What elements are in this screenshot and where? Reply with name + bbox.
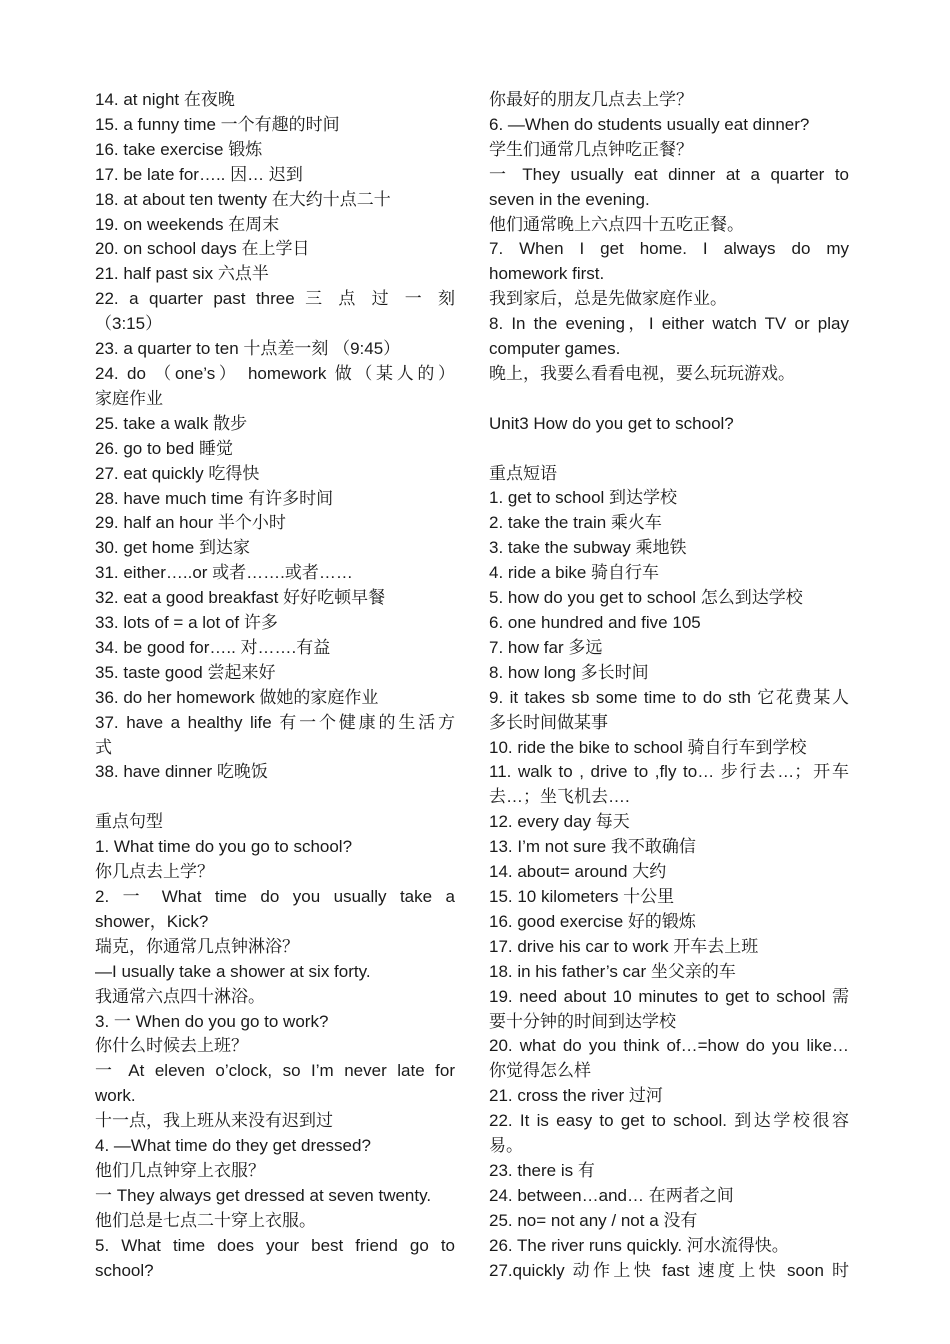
text-line: 2. take the train 乘火车 xyxy=(489,513,662,533)
text-line: 8. how long 多长时间 xyxy=(489,662,649,682)
text-line: 6. one hundred and five 105 xyxy=(489,613,701,632)
text-line: 28. have much time 有许多时间 xyxy=(95,488,334,508)
blank-line xyxy=(489,437,849,462)
text-line: 9. it takes sb some time to do sth 它花费某人 xyxy=(489,687,849,707)
text-line: 20. on school days 在上学日 xyxy=(95,239,310,259)
text-line: 3. 一 When do you go to work? xyxy=(95,1011,329,1031)
text-line: 11. walk to , drive to ,fly to… 步行去…；开车 xyxy=(489,762,849,782)
text-line: shower，Kick? xyxy=(95,911,209,931)
text-line: 31. either…..or 或者…….或者…… xyxy=(95,563,353,583)
text-line: 学生们通常几点钟吃正餐？ xyxy=(489,139,693,159)
text-line: 你最好的朋友几点去上学？ xyxy=(489,90,693,109)
text-line: 25. take a walk 散步 xyxy=(95,413,248,433)
text-line: 29. half an hour 半个小时 xyxy=(95,513,286,533)
text-line: 15. a funny time 一个有趣的时间 xyxy=(95,114,340,134)
text-line: 20. what do you think of…=how do you like… xyxy=(489,1036,849,1056)
text-line: 他们通常晚上六点四十五吃正餐。 xyxy=(489,214,744,234)
text-line: 26. The river runs quickly. 河水流得快。 xyxy=(489,1235,789,1255)
text-line: homework first. xyxy=(489,264,605,284)
text-line: （3:15） xyxy=(95,314,163,334)
text-line: 23. there is 有 xyxy=(489,1160,595,1180)
text-line: 30. get home 到达家 xyxy=(95,538,250,558)
text-line: 37. have a healthy life 有一个健康的生活方 xyxy=(95,712,455,732)
text-line: 24. between…and… 在两者之间 xyxy=(489,1185,734,1205)
text-line: 我到家后，总是先做家庭作业。 xyxy=(489,289,727,309)
text-line: computer games. xyxy=(489,339,621,359)
text-line: 15. 10 kilometers 十公里 xyxy=(489,886,675,906)
text-line: 4. —What time do they get dressed? xyxy=(95,1136,371,1156)
text-line: 我通常六点四十淋浴。 xyxy=(95,986,265,1006)
text-line: 19. on weekends 在周末 xyxy=(95,214,280,234)
text-line: 17. drive his car to work 开车去上班 xyxy=(489,936,759,956)
blank-line xyxy=(489,387,849,412)
text-line: 32. eat a good breakfast 好好吃顿早餐 xyxy=(95,588,386,608)
text-line: 你觉得怎么样 xyxy=(489,1061,591,1081)
text-line: 式 xyxy=(95,737,112,757)
text-line: —I usually take a shower at six forty. xyxy=(95,961,371,981)
text-line: 他们几点钟穿上衣服？ xyxy=(95,1160,265,1180)
text-line: 1. What time do you go to school? xyxy=(95,837,353,857)
text-line: 14. about= around 大约 xyxy=(489,862,667,882)
text-line: Unit3 How do you get to school? xyxy=(489,413,734,433)
text-line: 7. how far 多远 xyxy=(489,637,603,657)
text-line: 你什么时候去上班？ xyxy=(95,1036,248,1056)
text-line: 5. What time does your best friend go to xyxy=(95,1235,455,1255)
text-line: 19. need about 10 minutes to get to school 需 xyxy=(489,986,849,1006)
text-line: 7. When I get home. I always do my xyxy=(489,239,849,259)
text-line: work. xyxy=(95,1086,136,1106)
text-line: 瑞克，你通常几点钟淋浴？ xyxy=(95,936,299,956)
text-line: 重点句型 xyxy=(95,812,163,832)
left-column xyxy=(95,88,455,1283)
text-line: 23. a quarter to ten 十点差一刻 （9:45） xyxy=(95,339,401,359)
text-line: 34. be good for….. 对…….有益 xyxy=(95,637,331,657)
text-line: 一 They always get dressed at seven twenty. xyxy=(95,1185,432,1205)
text-line: 16. take exercise 锻炼 xyxy=(95,139,263,159)
text-line: 去…；坐飞机去…. xyxy=(489,787,630,807)
text-line: 35. taste good 尝起来好 xyxy=(95,662,276,682)
right-column xyxy=(489,88,849,1283)
text-line: 一 At eleven o’clock, so I’m never late for xyxy=(95,1061,455,1081)
text-line: 十一点，我上班从来没有迟到过 xyxy=(95,1111,333,1131)
text-line: 6. —When do students usually eat dinner? xyxy=(489,114,810,134)
text-line: seven in the evening. xyxy=(489,189,650,209)
text-line: 多长时间做某事 xyxy=(489,712,608,732)
blank-line xyxy=(95,785,455,810)
text-line: 26. go to bed 睡觉 xyxy=(95,438,233,458)
text-line: 晚上，我要么看看电视，要么玩玩游戏。 xyxy=(489,363,795,383)
text-line: 8. In the evening，I either watch TV or play xyxy=(489,314,849,334)
text-line: 24. do （one’s） homework 做（某人的） xyxy=(95,363,455,383)
text-line: 27. eat quickly 吃得快 xyxy=(95,463,260,483)
text-line: 27.quickly 动作上快 fast 速度上快 soon 时 xyxy=(489,1260,849,1280)
text-line: 10. ride the bike to school 骑自行车到学校 xyxy=(489,737,807,757)
text-line: 重点短语 xyxy=(489,463,557,483)
text-line: 1. get to school 到达学校 xyxy=(489,488,678,508)
text-line: 21. cross the river 过河 xyxy=(489,1086,663,1106)
text-line: 38. have dinner 吃晚饭 xyxy=(95,762,268,782)
text-line: 他们总是七点二十穿上衣服。 xyxy=(95,1210,316,1230)
text-line: 36. do her homework 做她的家庭作业 xyxy=(95,687,379,707)
text-line: 14. at night 在夜晚 xyxy=(95,90,235,109)
text-line: 33. lots of = a lot of 许多 xyxy=(95,613,278,633)
text-line: 2. 一 What time do you usually take a xyxy=(95,886,455,906)
text-line: 21. half past six 六点半 xyxy=(95,264,269,284)
text-line: 5. how do you get to school 怎么到达学校 xyxy=(489,588,803,608)
text-line: 易。 xyxy=(489,1136,523,1156)
text-line: 你几点去上学？ xyxy=(95,862,214,882)
text-line: 17. be late for….. 因… 迟到 xyxy=(95,164,303,184)
text-line: 4. ride a bike 骑自行车 xyxy=(489,563,660,583)
text-line: 要十分钟的时间到达学校 xyxy=(489,1011,676,1031)
text-line: 16. good exercise 好的锻炼 xyxy=(489,911,696,931)
text-line: 25. no= not any / not a 没有 xyxy=(489,1210,698,1230)
text-line: 3. take the subway 乘地铁 xyxy=(489,538,687,558)
text-line: school? xyxy=(95,1260,154,1280)
text-line: 18. at about ten twenty 在大约十点二十 xyxy=(95,189,391,209)
text-line: 22. It is easy to get to school. 到达学校很容 xyxy=(489,1111,849,1131)
text-line: 13. I’m not sure 我不敢确信 xyxy=(489,837,696,857)
text-line: 一 They usually eat dinner at a quarter to xyxy=(489,164,849,184)
text-line: 家庭作业 xyxy=(95,388,163,408)
text-line: 22. a quarter past three 三 点 过 一 刻 xyxy=(95,289,455,309)
text-line: 18. in his father’s car 坐父亲的车 xyxy=(489,961,736,981)
text-line: 12. every day 每天 xyxy=(489,812,630,832)
